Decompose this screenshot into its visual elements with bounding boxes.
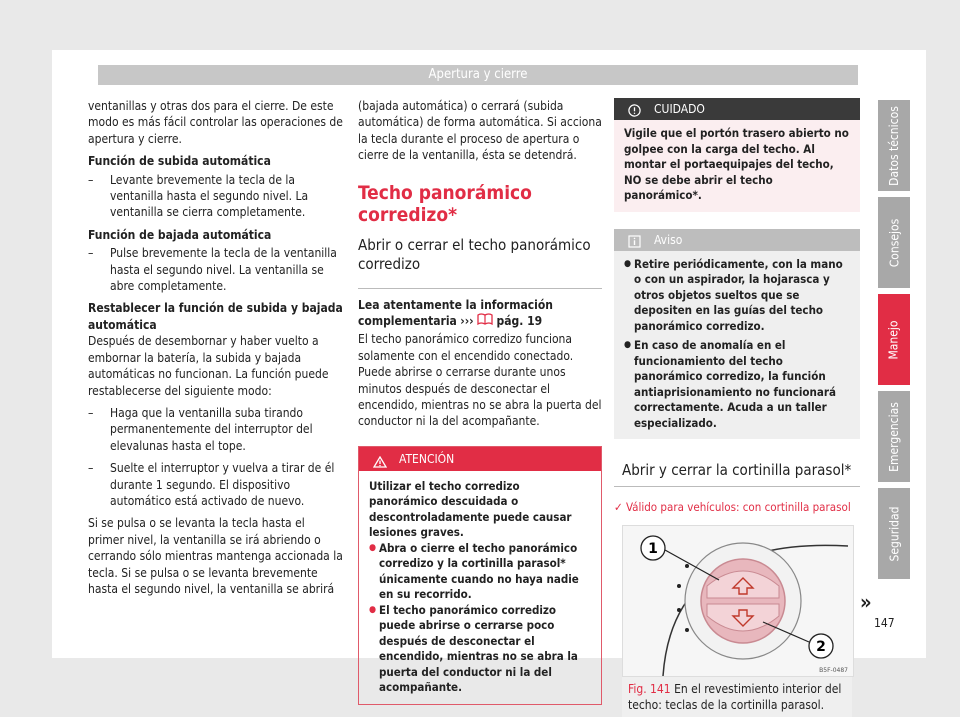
- figure-illustration: [622, 525, 854, 677]
- column-middle: [358, 98, 602, 705]
- paragraph: ventanillas y otras dos para el cierre. De este modo es más fácil controlar las operaciones de apertura y cierre.: [88, 99, 343, 146]
- paragraph: (bajada automática) o cerrará (subida automática) de forma automática. Si acciona la tecla durante el proceso de apertura o cierre de la ventanilla, ésta se detendrá.: [358, 99, 602, 163]
- note-bullet: ● Retire periódicamente, con la mano o con un aspirador, la hojarasca y otros objetos sueltos que se depositen en las guías del techo panorámico corredizo.: [624, 257, 850, 335]
- caution-text: Vigile que el portón trasero abierto no golpee con la carga del techo. Al montar el portaequipajes del techo, NO se debe abrir el techo panorámico*.: [624, 126, 849, 202]
- section-heading: Techo panorámico corredizo*: [358, 181, 532, 226]
- divider: [358, 288, 602, 289]
- tab-label: Seguridad: [887, 506, 901, 561]
- note-box: [614, 229, 860, 440]
- note-title: Aviso: [654, 232, 683, 247]
- intro-line: [358, 297, 602, 330]
- tab-datos-tecnicos[interactable]: [878, 100, 910, 191]
- figure-number: Fig. 141: [628, 682, 671, 697]
- callout-2: 2: [816, 639, 826, 656]
- note-body: [614, 251, 860, 440]
- tab-seguridad[interactable]: [878, 488, 910, 579]
- warning-body: [359, 471, 601, 704]
- list-item: – Pulse brevemente la tecla de la ventanilla hasta el segundo nivel. La ventanilla se abre completamente.: [88, 245, 344, 294]
- list-item: – Levante brevemente la tecla de la ventanilla hasta el segundo nivel. La ventanilla se cierra completamente.: [88, 172, 344, 221]
- intro-bold: Lea atentamente la información complementaria: [358, 297, 553, 329]
- tab-label: Consejos: [887, 218, 901, 267]
- exclamation-circle-icon: [628, 102, 641, 115]
- tab-label: Datos técnicos: [887, 105, 902, 186]
- validity-text: Válido para vehículos: con cortinilla parasol: [625, 500, 851, 514]
- book-icon: [477, 314, 496, 328]
- caution-header: [614, 98, 860, 120]
- subsection-heading: Abrir o cerrar el techo panorámico corredizo: [358, 235, 591, 273]
- caution-title: CUIDADO: [654, 102, 705, 116]
- tab-emergencias[interactable]: [878, 391, 910, 482]
- paragraph: Si se pulsa o se levanta la tecla hasta el primer nivel, la ventanilla se irá abriendo o cerrando sólo mientras mantenga accionada la tecla. Si se pulsa o se levanta brevemente hasta el segundo nivel, la ventanilla se abrirá: [88, 516, 343, 596]
- info-icon: [628, 233, 641, 246]
- warning-header: [359, 447, 601, 471]
- section-heading-parasol: Abrir y cerrar la cortinilla parasol*: [622, 461, 852, 479]
- callout-1: 1: [648, 541, 658, 558]
- warning-bullet: ● Abra o cierre el techo panorámico corredizo y la cortinilla parasol* únicamente cuando no haya nadie en su recorrido.: [369, 541, 591, 603]
- warning-box: [358, 446, 602, 705]
- figure-caption: [622, 677, 852, 717]
- tab-consejos[interactable]: [878, 197, 910, 288]
- warning-title: ATENCIÓN: [399, 451, 455, 466]
- tab-label: Emergencias: [887, 401, 902, 472]
- subheading-restablecer: Restablecer la función de subida y bajada automática: [88, 301, 343, 332]
- warning-text: Utilizar el techo corredizo panorámico descuidada o descontroladamente puede causar lesiones graves.: [369, 478, 572, 540]
- paragraph: Después de desembornar y haber vuelto a embornar la batería, la subida y bajada automáticas no funcionan. La función puede restablecerse del siguiente modo:: [88, 334, 329, 398]
- list-item: – Haga que la ventanilla suba tirando permanentemente del interruptor del elevalunas hasta el tope.: [88, 405, 344, 454]
- ref-arrows[interactable]: ›››: [460, 314, 474, 329]
- warning-bullet: ● El techo panorámico corredizo puede abrirse o cerrarse poco después de desconectar el encendido, mientras no se abra la puerta del conductor ni la del acompañante.: [369, 603, 591, 696]
- subheading-bajada: Función de bajada automática: [88, 227, 272, 242]
- figure-caption-text: En el revestimiento interior del techo: teclas de la cortinilla parasol.: [628, 682, 842, 713]
- figure-code: B5F-0487: [819, 667, 848, 675]
- validity-line: [614, 499, 860, 515]
- note-header: [614, 229, 860, 251]
- tab-label: Manejo: [887, 319, 901, 360]
- checkmark-icon: ✓: [614, 500, 623, 514]
- tab-manejo[interactable]: [878, 294, 910, 385]
- column-left: [88, 98, 344, 603]
- section-tabs: [878, 100, 910, 585]
- continue-marker: »: [860, 590, 872, 614]
- page-number: 147: [874, 616, 895, 630]
- list-item: – Suelte el interruptor y vuelva a tirar de él durante 1 segundo. El dispositivo automático está activado de nuevo.: [88, 460, 344, 509]
- column-right: [614, 98, 860, 717]
- divider: [614, 486, 860, 487]
- subheading-subida: Función de subida automática: [88, 154, 271, 169]
- caution-box: [614, 98, 860, 212]
- page-ref[interactable]: pág. 19: [496, 314, 543, 329]
- page-header: Apertura y cierre: [98, 65, 858, 85]
- paragraph: El techo panorámico corredizo funciona solamente con el encendido conectado. Puede abrirse o cerrarse durante unos minutos después de desconectar el encendido, mientras no se abra la puerta del conductor ni la del acompañante.: [358, 332, 602, 429]
- warning-triangle-icon: [373, 452, 387, 464]
- sunblind-switch-illustration: [623, 526, 853, 676]
- note-bullet: ● En caso de anomalía en el funcionamiento del techo panorámico corredizo, la función antiaprisionamiento no funcionará correctamente. Acuda a un taller especializado.: [624, 338, 850, 431]
